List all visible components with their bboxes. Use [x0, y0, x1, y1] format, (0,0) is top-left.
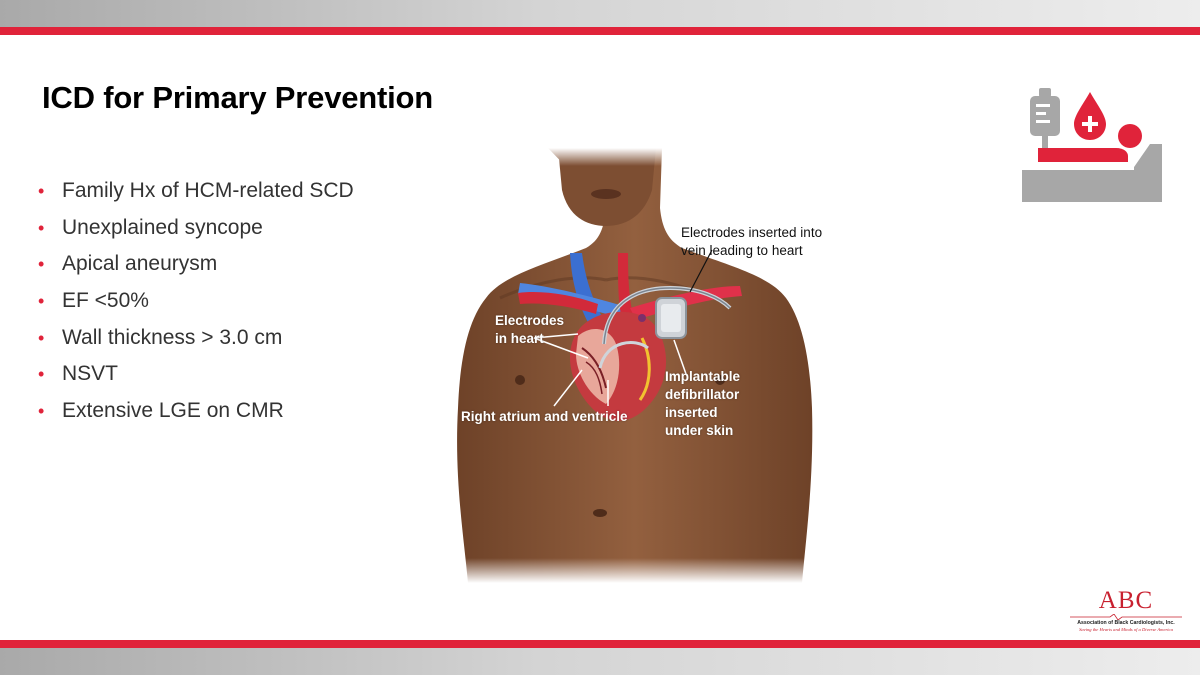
label-line: vein leading to heart [681, 243, 803, 258]
bullet-text: Wall thickness > 3.0 cm [62, 325, 283, 349]
bullet-item [38, 360, 354, 397]
bullet-item [38, 287, 354, 324]
bullet-icon: • [38, 181, 45, 201]
nipple-left [515, 375, 525, 385]
label-electrodes-vein [681, 224, 822, 260]
label-line: in heart [495, 331, 544, 346]
top-gray-bar [0, 0, 1200, 27]
label-electrodes-in-heart [495, 312, 564, 348]
bullet-icon: • [38, 254, 45, 275]
top-red-stripe [0, 27, 1200, 35]
label-line: Electrodes inserted into [681, 225, 823, 240]
bullet-icon: • [38, 364, 45, 385]
bullet-list [38, 177, 354, 434]
icd-anatomy-illustration [430, 148, 850, 583]
bullet-text: Apical aneurysm [62, 252, 218, 276]
navel [593, 509, 607, 517]
label-line: Implantable [665, 369, 741, 384]
bullet-icon: • [38, 401, 45, 422]
bullet-text: Extensive LGE on CMR [62, 399, 284, 423]
logo-organization: Association of Black Cardiologists, Inc. [1077, 620, 1175, 626]
bottom-red-stripe [0, 640, 1200, 648]
bullet-text: NSVT [62, 362, 119, 386]
bullet-icon: • [38, 291, 45, 312]
bottom-gray-bar [0, 648, 1200, 675]
bullet-text: EF <50% [62, 289, 149, 313]
logo-tagline: Saving the Hearts and Minds of a Diverse America [1079, 627, 1173, 632]
bullet-icon: • [38, 327, 45, 348]
patient-head-icon [1118, 124, 1142, 148]
hospital-patient-icon [1020, 86, 1165, 204]
label-right-atrium [461, 408, 628, 426]
bullet-item [38, 397, 354, 434]
label-line: inserted [665, 405, 718, 420]
slide-title: ICD for Primary Prevention [42, 80, 434, 115]
bullet-text: Family Hx of HCM-related SCD [62, 179, 354, 202]
logo-acronym: ABC [1098, 587, 1154, 614]
bullet-item [38, 177, 354, 214]
label-line: Electrodes [495, 313, 565, 328]
bullet-icon: • [38, 217, 45, 238]
bullet-item [38, 214, 354, 251]
label-line: under skin [665, 423, 734, 438]
bullet-item [38, 324, 354, 361]
bullet-text: Unexplained syncope [62, 215, 263, 239]
label-line: defibrillator [665, 387, 740, 402]
label-line: Right atrium and ventricle [461, 409, 628, 424]
mouth [591, 189, 621, 199]
abc-logo [1070, 588, 1182, 636]
label-icd [665, 368, 740, 440]
iv-bag-icon [1030, 96, 1060, 136]
bullet-item [38, 250, 354, 287]
patient-body-icon [1038, 148, 1128, 162]
